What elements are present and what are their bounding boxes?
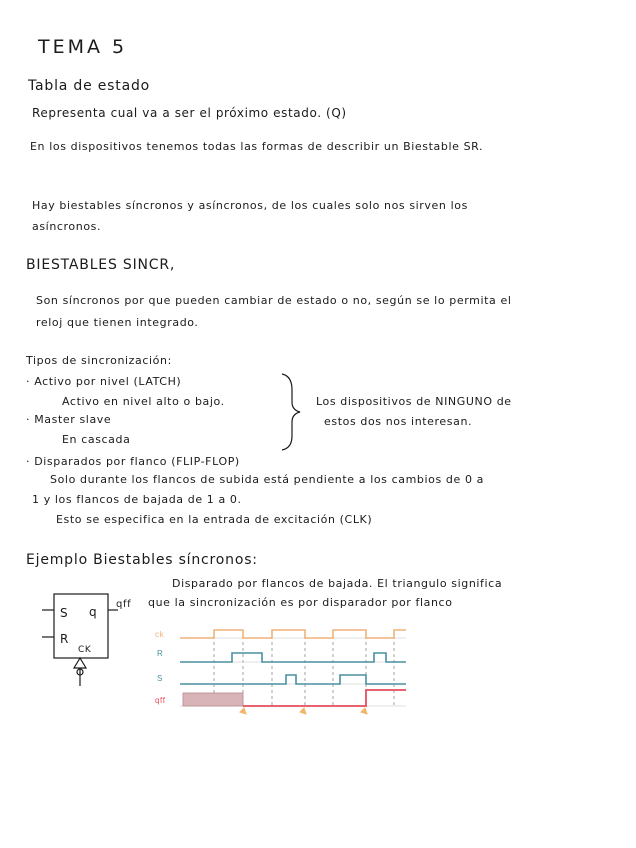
block-label-qff: qff: [116, 599, 132, 610]
tipos-heading: Tipos de sincronización:: [26, 354, 172, 367]
tipo-subitem: Esto se especifica en la entrada de excitación (CLK): [56, 513, 373, 526]
section-heading-ejemplo: Ejemplo Biestables síncronos:: [26, 552, 258, 568]
text-line: asíncronos.: [32, 220, 102, 233]
tipo-item: · Activo por nivel (LATCH): [26, 375, 182, 388]
text-line: Disparado por flancos de bajada. El triangulo significa: [172, 577, 503, 590]
tipo-subitem: 1 y los flancos de bajada de 1 a 0.: [32, 493, 242, 506]
timing-diagram: [180, 630, 406, 714]
text-line: Son síncronos por que pueden cambiar de estado o no, según se lo permita el: [36, 294, 512, 307]
text-line: que la sincronización es por disparador por flanco: [148, 596, 453, 609]
curly-brace: [282, 374, 300, 450]
text-line: Representa cual va a ser el próximo estado. (Q): [32, 106, 347, 120]
page-title: TEMA 5: [38, 36, 128, 58]
section-heading-tabla: Tabla de estado: [28, 78, 150, 94]
signal-label-s: S: [157, 674, 163, 683]
brace-note: estos dos nos interesan.: [324, 415, 473, 428]
text-line: En los dispositivos tenemos todas las formas de describir un Biestable SR.: [30, 140, 484, 153]
signal-label-qff: qff: [155, 696, 166, 705]
signal-label-r: R: [157, 649, 164, 658]
block-label-q: q: [89, 605, 98, 619]
signal-label-ck: ck: [155, 630, 165, 639]
block-label-r: R: [60, 632, 69, 646]
block-label-ck: CK: [78, 645, 92, 655]
text-line: Hay biestables síncronos y asíncronos, de los cuales solo nos sirven los: [32, 199, 468, 212]
tipo-item: · Master slave: [26, 413, 112, 426]
section-heading-biestables: BIESTABLES SINCR,: [26, 257, 176, 273]
tipo-item: · Disparados por flanco (FLIP-FLOP): [26, 455, 240, 468]
text-line: reloj que tienen integrado.: [36, 316, 199, 329]
flipflop-block: [42, 594, 118, 686]
brace-note: Los dispositivos de NINGUNO de: [316, 395, 512, 408]
tipo-subitem: Activo en nivel alto o bajo.: [62, 395, 225, 408]
tipo-subitem: Solo durante los flancos de subida está pendiente a los cambios de 0 a: [50, 473, 484, 486]
tipo-subitem: En cascada: [62, 433, 131, 446]
block-label-s: S: [60, 606, 69, 620]
